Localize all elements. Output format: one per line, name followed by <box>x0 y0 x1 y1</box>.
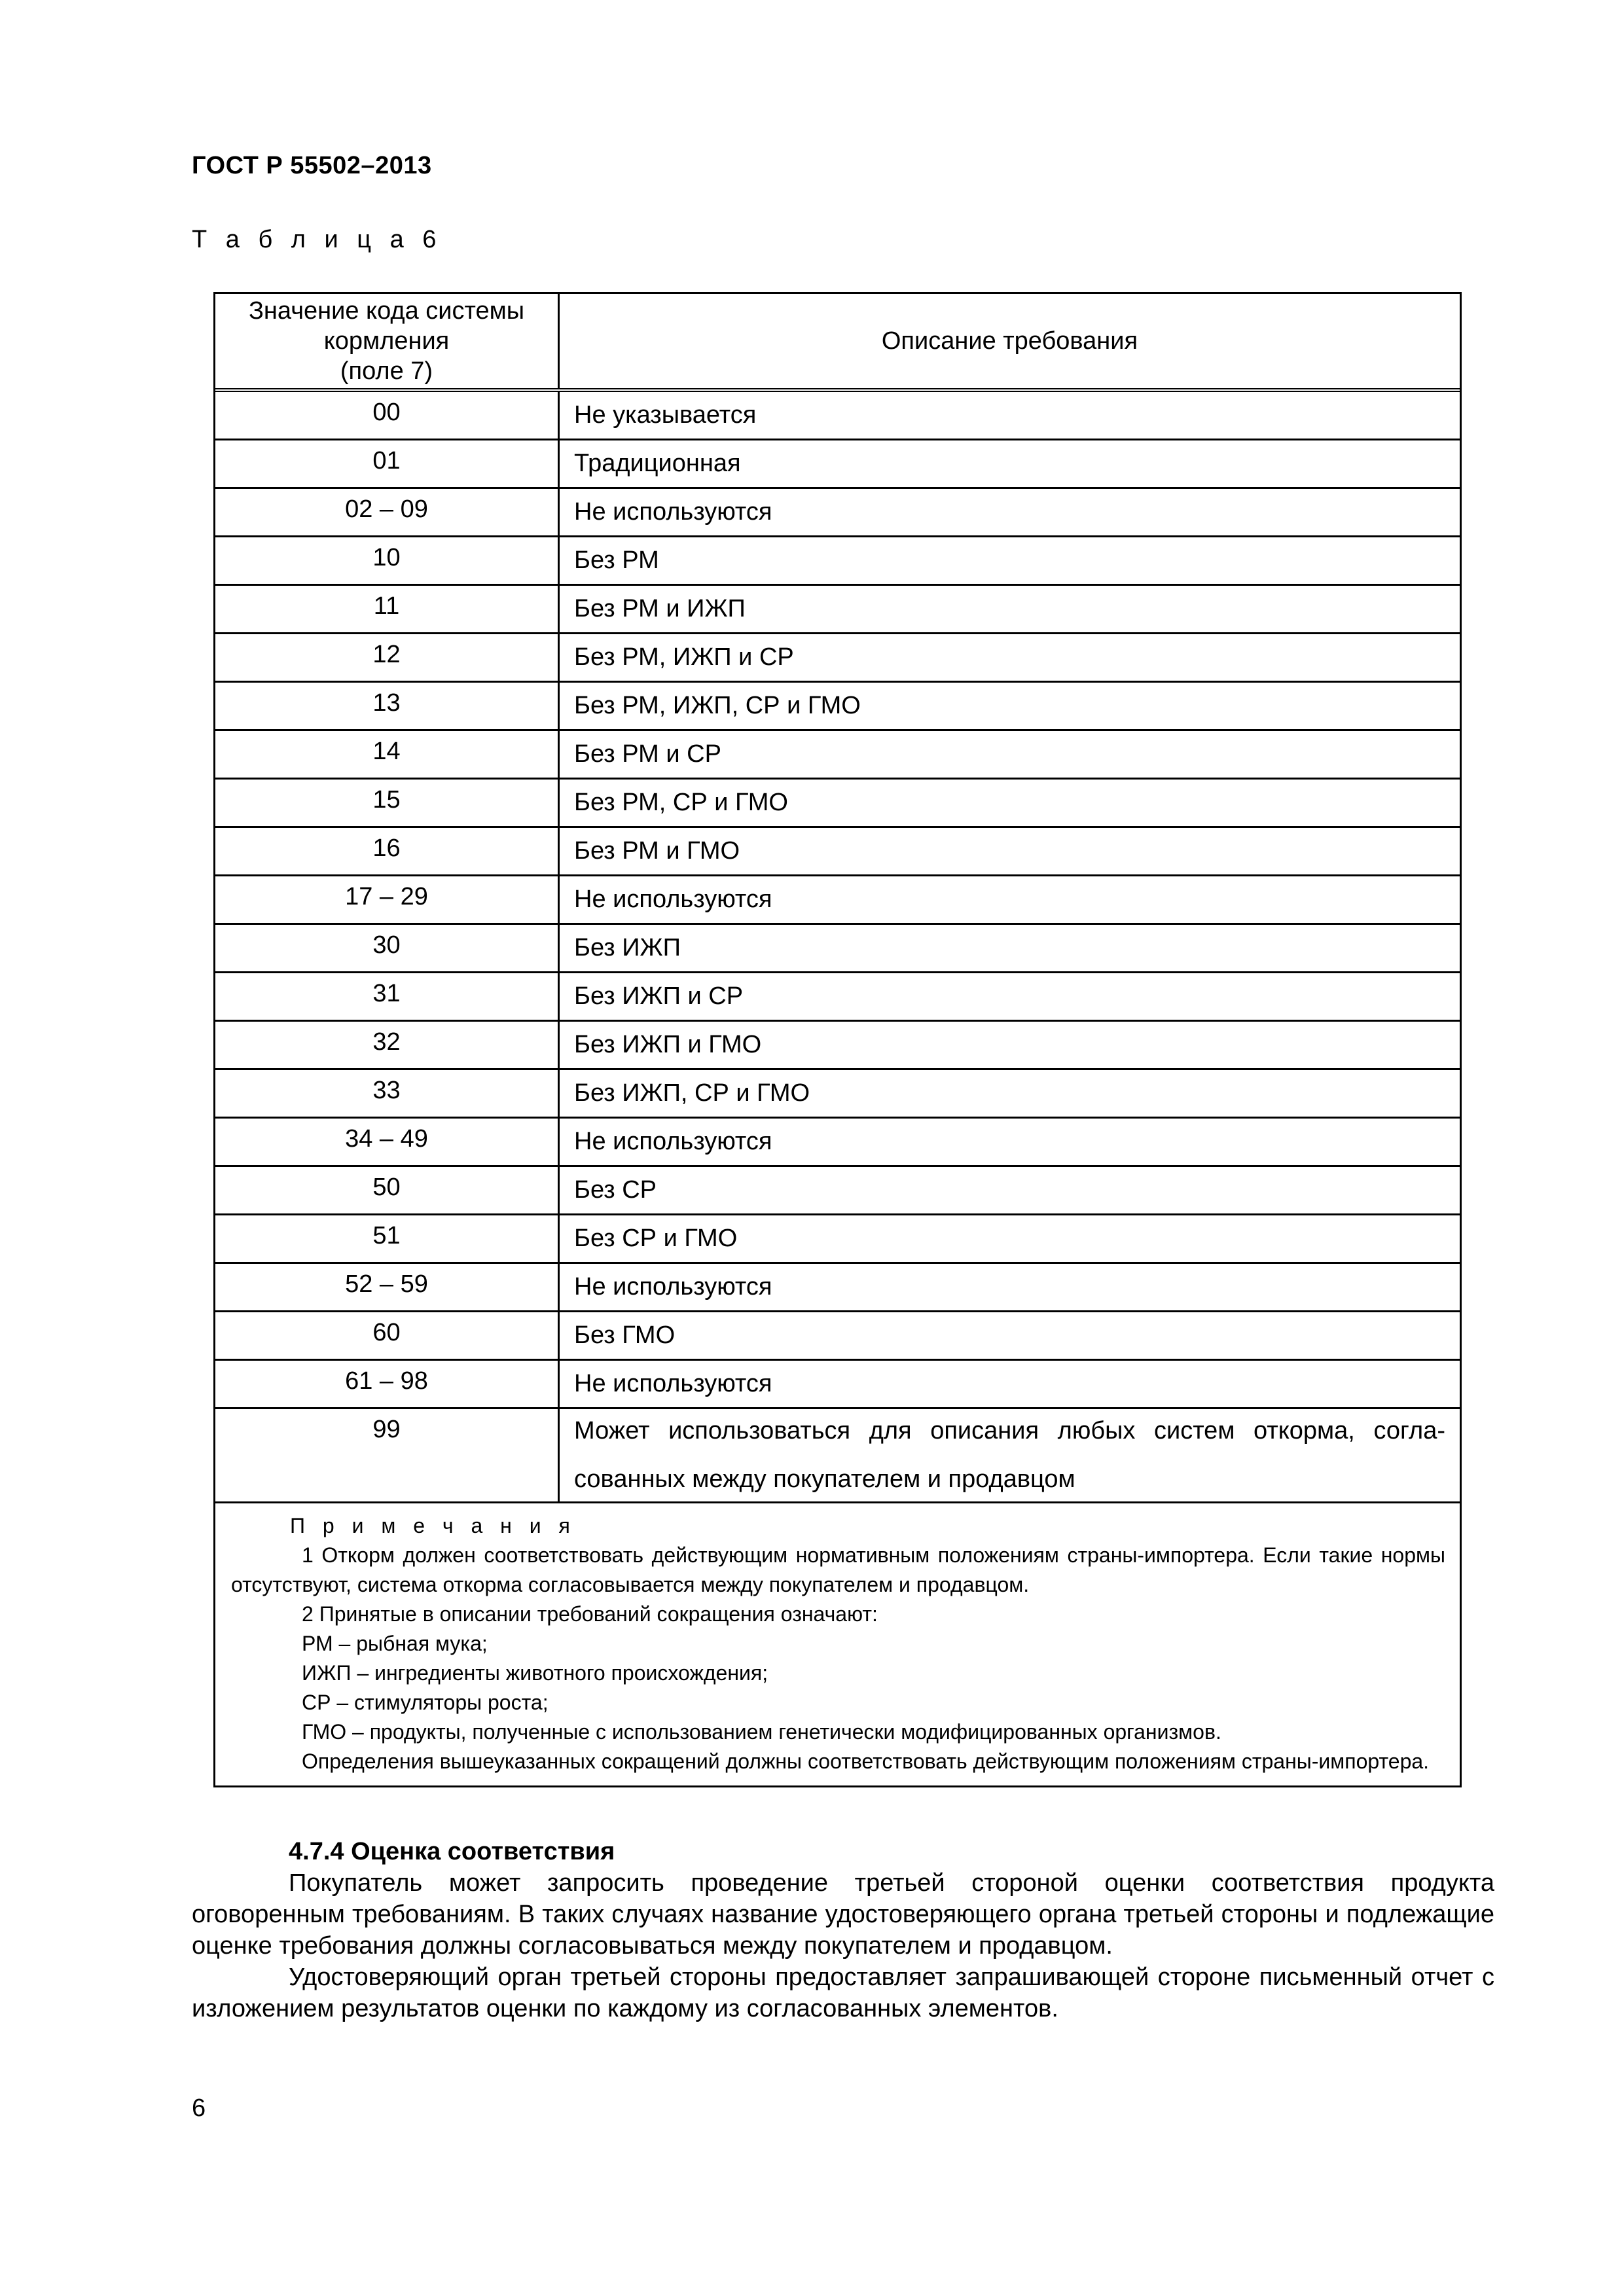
cell-code: 31 <box>215 973 560 1020</box>
table-row <box>215 489 1460 537</box>
cell-code: 16 <box>215 828 560 874</box>
cell-description: Без РМ, ИЖП, СР и ГМО <box>574 692 861 719</box>
cell-code: 33 <box>215 1070 560 1117</box>
cell-code: 30 <box>215 925 560 971</box>
table-row <box>215 1409 1460 1503</box>
cell-code: 34 – 49 <box>215 1119 560 1165</box>
cell-code: 32 <box>215 1022 560 1068</box>
table-row <box>215 392 1460 440</box>
section-paragraph-1: Покупатель может запросить проведение третьей стороной оценки соответствия продукта оговоренным требованиям. В таких случаях название удостоверяющего органа третьей стороны и подлежащие оценке требования должны согласовываться между покупателем и продавцом. <box>192 1869 1494 1960</box>
cell-description: Без СР и ГМО <box>574 1225 738 1252</box>
cell-description: Без РМ и СР <box>574 740 721 768</box>
table-row <box>215 876 1460 925</box>
section-heading: 4.7.4 Оценка соответствия <box>289 1838 615 1865</box>
abbr-gmo: ГМО – продукты, полученные с использованием генетически модифицированных организмов. <box>302 1720 1221 1744</box>
cell-description: Не используются <box>574 1273 772 1300</box>
table-row <box>215 731 1460 780</box>
cell-code: 13 <box>215 683 560 729</box>
cell-code: 17 – 29 <box>215 876 560 923</box>
table-row <box>215 1022 1460 1070</box>
cell-code: 15 <box>215 780 560 826</box>
cell-description: Традиционная <box>574 450 741 477</box>
cell-description: Не используются <box>574 886 772 913</box>
cell-description: Без ГМО <box>574 1321 676 1349</box>
table-row <box>215 1167 1460 1215</box>
cell-description: Без РМ, ИЖП и СР <box>574 643 794 671</box>
cell-description: Не используются <box>574 1370 772 1397</box>
table-row <box>215 780 1460 828</box>
document-header: ГОСТ Р 55502–2013 <box>192 152 432 179</box>
table-row <box>215 1312 1460 1361</box>
table-row <box>215 925 1460 973</box>
cell-code: 60 <box>215 1312 560 1359</box>
cell-code: 00 <box>215 392 560 439</box>
cell-description: Без РМ и ИЖП <box>574 595 746 622</box>
cell-description: Без СР <box>574 1176 657 1204</box>
cell-code: 10 <box>215 537 560 584</box>
cell-description: Может использоваться для описания любых систем откорма, согла-сованных между покупателем и продавцом <box>574 1417 1445 1493</box>
table-caption: Т а б л и ц а 6 <box>192 226 442 253</box>
definitions-note: Определения вышеуказанных сокращений должны соответствовать действующим положениям страны-импортера. <box>302 1749 1430 1773</box>
cell-code: 51 <box>215 1215 560 1262</box>
table-row <box>215 1215 1460 1264</box>
table-row <box>215 634 1460 683</box>
cell-code: 12 <box>215 634 560 681</box>
column-header-code-label: Значение кода системы кормления (поле 7) <box>248 297 525 385</box>
table-row <box>215 828 1460 876</box>
cell-code: 50 <box>215 1167 560 1213</box>
cell-description: Без РМ и ГМО <box>574 837 740 865</box>
table-row <box>215 1070 1460 1119</box>
note-1: 1 Откорм должен соответствовать действующим нормативным положениям страны-импортера. Если такие нормы отсутствуют, система откорма согласовывается между покупателем и продавцом. <box>231 1543 1445 1596</box>
table-body <box>215 392 1460 1503</box>
cell-code: 11 <box>215 586 560 632</box>
cell-code: 99 <box>215 1409 560 1501</box>
table-row <box>215 586 1460 634</box>
column-header-code <box>215 294 560 388</box>
cell-description: Без ИЖП и ГМО <box>574 1031 762 1058</box>
cell-description: Без РМ, СР и ГМО <box>574 789 788 816</box>
cell-code: 01 <box>215 440 560 487</box>
table-header-row <box>215 294 1460 392</box>
section-paragraph-2: Удостоверяющий орган третьей стороны предоставляет запрашивающей стороне письменный отчет с изложением результатов оценки по каждому из согласованных элементов. <box>192 1964 1494 2022</box>
section-4-7-4 <box>192 1836 1494 2024</box>
cell-code: 02 – 09 <box>215 489 560 535</box>
cell-description: Без РМ <box>574 547 659 574</box>
note-2: 2 Принятые в описании требований сокращения означают: <box>302 1602 878 1626</box>
cell-description: Без ИЖП <box>574 934 681 961</box>
abbr-izhp: ИЖП – ингредиенты животного происхождения; <box>302 1661 768 1685</box>
column-header-description: Описание требования <box>881 327 1138 355</box>
cell-description: Не используются <box>574 1128 772 1155</box>
cell-description: Не указывается <box>574 401 757 429</box>
abbr-rm: РМ – рыбная мука; <box>302 1632 488 1655</box>
cell-description: Не используются <box>574 498 772 526</box>
page-number: 6 <box>192 2094 206 2122</box>
table-row <box>215 440 1460 489</box>
table-row <box>215 1119 1460 1167</box>
cell-code: 52 – 59 <box>215 1264 560 1310</box>
feeding-system-table <box>213 292 1462 1787</box>
cell-code: 14 <box>215 731 560 778</box>
cell-description: Без ИЖП, СР и ГМО <box>574 1079 810 1107</box>
table-notes <box>215 1503 1460 1785</box>
table-row <box>215 537 1460 586</box>
cell-description: Без ИЖП и СР <box>574 982 744 1010</box>
table-row <box>215 683 1460 731</box>
table-row <box>215 1264 1460 1312</box>
table-row <box>215 973 1460 1022</box>
notes-title: П р и м е ч а н и я <box>290 1514 576 1537</box>
abbr-sr: СР – стимуляторы роста; <box>302 1691 549 1714</box>
cell-code: 61 – 98 <box>215 1361 560 1407</box>
